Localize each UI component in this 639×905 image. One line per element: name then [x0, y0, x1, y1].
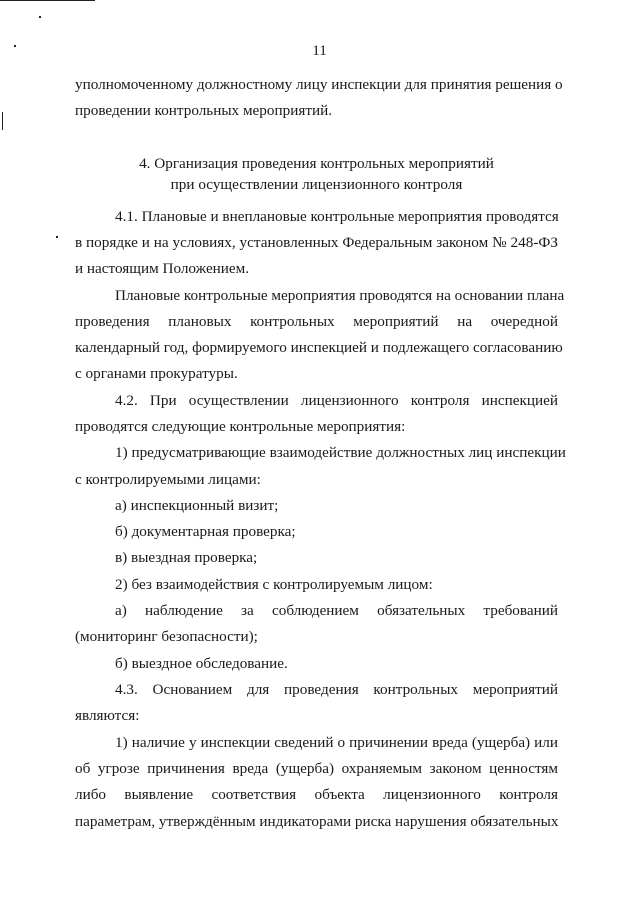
- list-item: а) инспекционный визит;: [115, 497, 279, 514]
- list-item: а) наблюдение за соблюдением обязательных требований: [115, 602, 558, 619]
- list-item: б) выездное обследование.: [115, 655, 288, 672]
- scan-edge-mark: [2, 112, 3, 130]
- paragraph-line: проводятся следующие контрольные мероприятия:: [75, 418, 406, 435]
- paragraph-line: и настоящим Положением.: [75, 260, 250, 277]
- paragraph-line: в порядке и на условиях, установленных Федеральным законом № 248-ФЗ: [75, 234, 558, 251]
- list-item: параметрам, утверждённым индикаторами риска нарушения обязательных: [75, 813, 559, 830]
- scan-dot: [39, 16, 41, 18]
- list-item: 2) без взаимодействия с контролируемым лицом:: [115, 576, 433, 593]
- scan-edge-line: [0, 0, 95, 1]
- paragraph-line: Плановые контрольные мероприятия проводятся на основании плана: [115, 287, 565, 304]
- list-item: об угрозе причинения вреда (ущерба) охраняемым законом ценностям: [75, 760, 558, 777]
- list-item: (мониторинг безопасности);: [75, 628, 258, 645]
- page-number: 11: [312, 42, 327, 59]
- paragraph-line: 4.3. Основанием для проведения контрольных мероприятий: [115, 681, 558, 698]
- section-heading: при осуществлении лицензионного контроля: [170, 176, 463, 193]
- list-item: 1) предусматривающие взаимодействие должностных лиц инспекции: [115, 444, 566, 461]
- scan-dot: [56, 236, 58, 238]
- list-item: либо выявление соответствия объекта лицензионного контроля: [75, 786, 558, 803]
- paragraph-line: являются:: [75, 707, 140, 724]
- paragraph-line: уполномоченному должностному лицу инспекции для принятия решения о: [75, 76, 563, 93]
- list-item: в) выездная проверка;: [115, 549, 258, 566]
- section-heading: 4. Организация проведения контрольных мероприятий: [139, 155, 494, 172]
- paragraph-line: 4.2. При осуществлении лицензионного контроля инспекцией: [115, 392, 558, 409]
- paragraph-line: проведения плановых контрольных мероприятий на очередной: [75, 313, 558, 330]
- list-item: б) документарная проверка;: [115, 523, 296, 540]
- list-item: 1) наличие у инспекции сведений о причинении вреда (ущерба) или: [115, 734, 558, 751]
- paragraph-line: проведении контрольных мероприятий.: [75, 102, 333, 119]
- paragraph-line: календарный год, формируемого инспекцией и подлежащего согласованию: [75, 339, 563, 356]
- paragraph-line: с органами прокуратуры.: [75, 365, 238, 382]
- paragraph-line: 4.1. Плановые и внеплановые контрольные мероприятия проводятся: [115, 208, 559, 225]
- list-item: с контролируемыми лицами:: [75, 471, 261, 488]
